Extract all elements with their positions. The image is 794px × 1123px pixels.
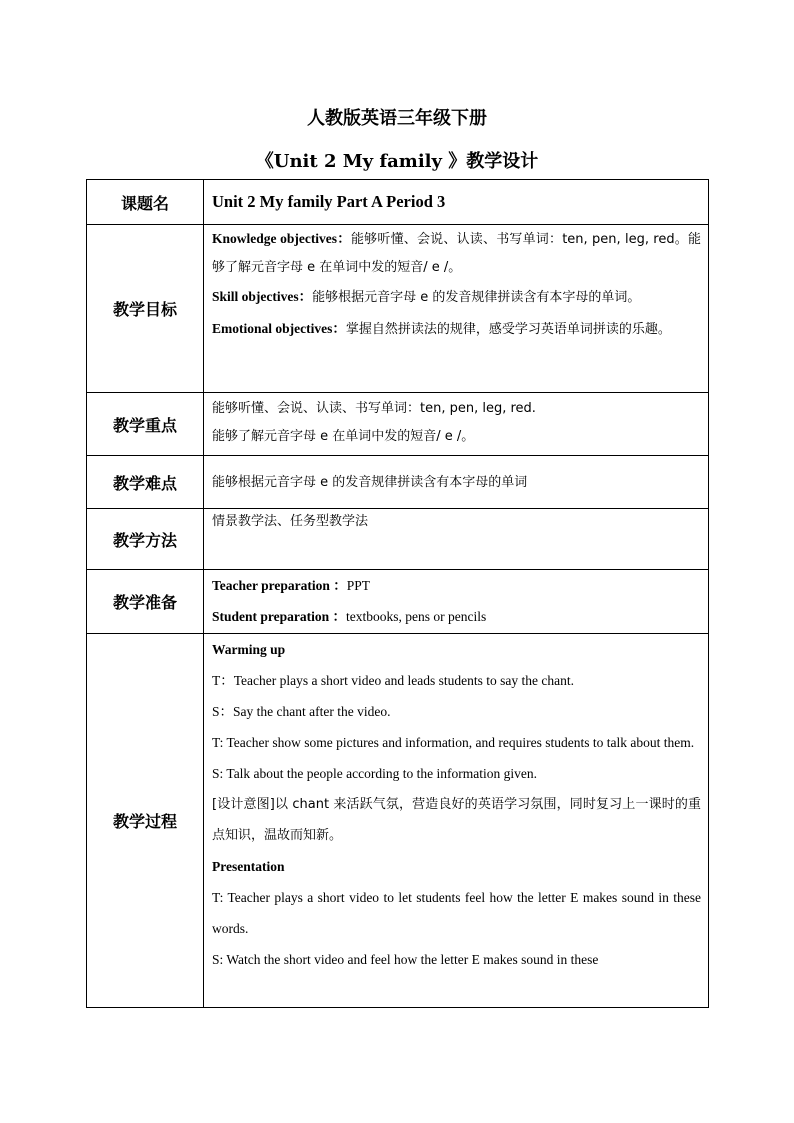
difficulties-cell bbox=[204, 456, 709, 509]
row-label-preparation: 教学准备 bbox=[87, 570, 204, 634]
process-paragraph: S：Say the chant after the video. bbox=[212, 704, 391, 719]
knowledge-objectives bbox=[212, 225, 701, 281]
teacher-prep-text: PPT bbox=[346, 578, 371, 593]
topic-value: Unit 2 My family Part A Period 3 bbox=[212, 192, 446, 211]
process-paragraph: T: Teacher plays a short video to let students feel how the letter E makes sound in these words. bbox=[212, 890, 701, 936]
document-subtitle: 《Unit 2 My family 》教学设计 bbox=[255, 151, 539, 172]
presentation-heading: Presentation bbox=[212, 859, 285, 874]
lesson-plan-table bbox=[86, 179, 709, 1008]
table-row bbox=[87, 393, 709, 456]
table-row bbox=[87, 456, 709, 509]
table-row bbox=[87, 570, 709, 634]
process-paragraph: S: Talk about the people according to the information given. bbox=[212, 766, 537, 781]
objectives-cell bbox=[204, 225, 709, 393]
design-intent: [设计意图]以 chant 来活跃气氛，营造良好的英语学习氛围，同时复习上一课时的重点知识，温故而知新。 bbox=[212, 797, 701, 843]
difficulty-1: 能够根据元音字母 e 的发音规律拼读含有本字母的单词 bbox=[212, 474, 528, 490]
methods-cell bbox=[204, 509, 709, 570]
process-content bbox=[212, 634, 701, 1006]
emotional-heading: Emotional objectives： bbox=[212, 321, 346, 336]
table-row bbox=[87, 180, 709, 225]
key-point-2: 能够了解元音字母 e 在单词中发的短音/ e /。 bbox=[212, 429, 475, 444]
row-label-methods: 教学方法 bbox=[87, 509, 204, 570]
process-paragraph: T: Teacher show some pictures and information, and requires students to talk about them. bbox=[212, 735, 695, 750]
student-prep-text: textbooks, pens or pencils bbox=[346, 609, 487, 624]
row-label-difficulties: 教学难点 bbox=[87, 456, 204, 509]
key-points-cell bbox=[204, 393, 709, 456]
emotional-text: 掌握自然拼读法的规律，感受学习英语单词拼读的乐趣。 bbox=[345, 322, 671, 337]
knowledge-text: 能够听懂、会说、认读、书写单词：ten, pen, leg, red。能够了解元音字母 e 在单词中发的短音/ e /。 bbox=[212, 232, 701, 275]
process-paragraph: T：Teacher plays a short video and leads students to say the chant. bbox=[212, 673, 574, 688]
teacher-preparation bbox=[212, 570, 701, 601]
table-row bbox=[87, 634, 709, 1008]
process-paragraph: S: Watch the short video and feel how the letter E makes sound in these bbox=[212, 952, 599, 967]
emotional-objectives bbox=[212, 313, 701, 345]
document-title: 人教版英语三年级下册 bbox=[307, 108, 487, 129]
key-point-1: 能够听懂、会说、认读、书写单词：ten, pen, leg, red. bbox=[212, 401, 536, 416]
student-preparation bbox=[212, 601, 701, 632]
teacher-prep-heading: Teacher preparation ： bbox=[212, 578, 347, 593]
process-cell bbox=[204, 634, 709, 1008]
table-row bbox=[87, 509, 709, 570]
skill-heading: Skill objectives： bbox=[212, 289, 313, 304]
topic-cell bbox=[204, 180, 709, 225]
row-label-key-points: 教学重点 bbox=[87, 393, 204, 456]
knowledge-heading: Knowledge objectives： bbox=[212, 231, 351, 246]
row-label-objectives: 教学目标 bbox=[87, 225, 204, 393]
student-prep-heading: Student preparation ： bbox=[212, 609, 347, 624]
preparation-cell bbox=[204, 570, 709, 634]
row-label-process: 教学过程 bbox=[87, 634, 204, 1008]
method-1: 情景教学法、任务型教学法 bbox=[212, 514, 369, 529]
skill-objectives bbox=[212, 281, 701, 313]
row-label-topic: 课题名 bbox=[87, 180, 204, 225]
table-row bbox=[87, 225, 709, 393]
skill-text: 能够根据元音字母 e 的发音规律拼读含有本字母的单词。 bbox=[312, 290, 641, 305]
warming-up-heading: Warming up bbox=[212, 642, 286, 657]
